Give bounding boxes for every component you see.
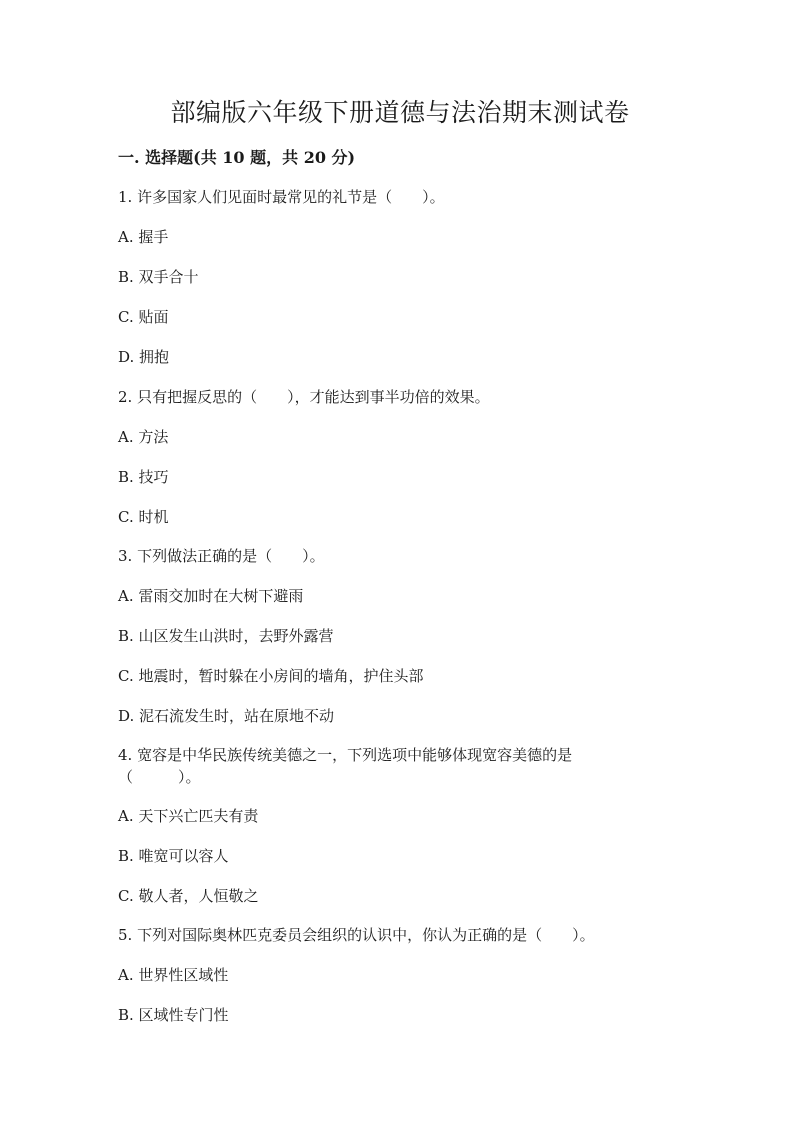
question-1-option-b: B. 双手合十 xyxy=(118,268,199,286)
question-3-option-c: C. 地震时，暂时躲在小房间的墙角，护住头部 xyxy=(118,667,424,685)
question-5-stem: 5. 下列对国际奥林匹克委员会组织的认识中，你认为正确的是（ ）。 xyxy=(118,926,595,944)
question-1-option-c: C. 贴面 xyxy=(118,308,169,326)
question-1-option-a: A. 握手 xyxy=(118,228,169,246)
question-4-stem-line-2: （ ）。 xyxy=(118,768,201,786)
question-2-option-b: B. 技巧 xyxy=(118,468,169,486)
question-3-option-a: A. 雷雨交加时在大树下避雨 xyxy=(118,587,304,605)
question-4-stem-line-1: 4. 宽容是中华民族传统美德之一，下列选项中能够体现宽容美德的是 xyxy=(118,746,573,764)
question-1-option-d: D. 拥抱 xyxy=(118,348,170,366)
question-2-stem: 2. 只有把握反思的（ ），才能达到事半功倍的效果。 xyxy=(118,388,490,406)
question-3-stem: 3. 下列做法正确的是（ ）。 xyxy=(118,547,325,565)
question-5-option-b: B. 区域性专门性 xyxy=(118,1006,229,1024)
question-5-option-a: A. 世界性区域性 xyxy=(118,966,229,984)
question-1-stem: 1. 许多国家人们见面时最常见的礼节是（ ）。 xyxy=(118,188,445,206)
question-2-option-c: C. 时机 xyxy=(118,508,169,526)
question-4-option-a: A. 天下兴亡匹夫有责 xyxy=(118,807,259,825)
question-3-option-d: D. 泥石流发生时，站在原地不动 xyxy=(118,707,335,725)
question-4-option-c: C. 敬人者，人恒敬之 xyxy=(118,887,259,905)
document-title: 部编版六年级下册道德与法治期末测试卷 xyxy=(170,98,630,127)
question-4-option-b: B. 唯宽可以容人 xyxy=(118,847,229,865)
section-title: 一. 选择题(共 10 题，共 20 分) xyxy=(118,148,356,167)
question-2-option-a: A. 方法 xyxy=(118,428,169,446)
question-3-option-b: B. 山区发生山洪时，去野外露营 xyxy=(118,627,334,645)
